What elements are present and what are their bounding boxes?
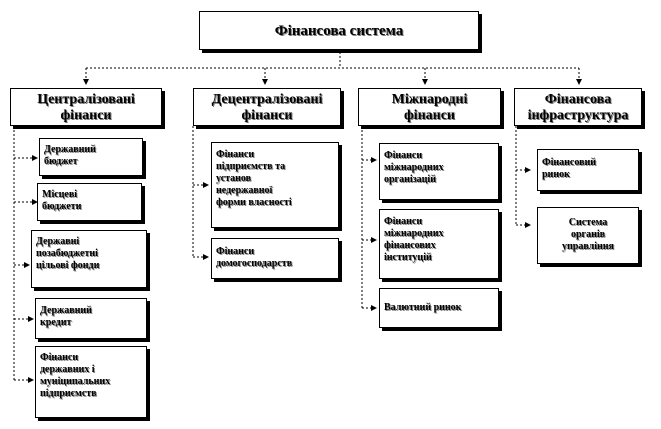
item-line: організацій [384,174,436,185]
root-title: Фінансова система [274,23,404,39]
item-line: установ [216,173,252,184]
branch-4-title-line-2: інфраструктура [527,108,629,123]
item-line: Фінанси [384,216,423,227]
item-line: міжнародних [384,162,444,173]
branch-1-title-line-2: фінанси [60,108,112,123]
item-line: кредит [40,317,72,328]
item-line: Валютний ринок [384,302,462,313]
item-line: цільові фонди [36,260,100,271]
item-line: фінансових [384,240,436,251]
item-line: позабюджетні [36,248,98,259]
item-line: Державні [36,236,80,247]
root-box [199,11,479,50]
item-line: домогосподарств [216,258,293,269]
item-line: форми власності [216,197,292,208]
item-line: недержавної [216,185,273,196]
item-financial-market [537,149,639,191]
item-line: Фінансовий [542,157,597,168]
item-line: муніципальних [40,376,111,387]
item-line: інституцій [384,252,432,263]
item-line: Фінанси [216,149,255,160]
branch-3-title-line-1: Міжнародні [391,92,468,107]
item-international-organizations-finance [379,143,499,200]
item-state-enterprises-finance [35,346,147,418]
item-line: міжнародних [384,228,444,239]
item-international-institutions-finance [379,209,499,279]
item-currency-market [379,288,499,328]
branch-1-title-line-1: Централізовані [37,92,135,107]
item-line: підприємств [40,388,97,399]
branch-header-centralized [10,88,162,126]
item-private-enterprises-finance [211,142,339,228]
item-state-budget [39,138,143,176]
branch-4-title-line-1: Фінансова [544,92,612,107]
branch-3-title-line-2: фінанси [404,108,455,123]
item-local-budgets [37,183,142,221]
branch-2-title-line-2: фінанси [241,108,293,123]
branch-2-title-line-1: Децентралізовані [211,92,323,107]
item-line: Система [568,217,608,228]
item-line: управління [562,241,614,252]
item-state-credit [35,298,147,339]
item-line: органів [570,229,606,240]
item-line: бюджет [44,156,78,167]
item-line: ринок [542,169,570,180]
item-line: підприємств та [216,161,286,172]
item-line: Фінанси [216,246,255,257]
item-line: бюджети [42,201,82,212]
item-line: Державний [44,144,96,155]
item-line: державних і [40,364,95,375]
item-extrabudgetary-funds [31,230,147,288]
branch-header-infrastructure [514,88,642,126]
item-line: Фінанси [384,150,423,161]
item-management-bodies [537,207,639,264]
item-line: Державний [40,305,92,316]
branch-header-decentralized [193,88,341,126]
item-line: Місцеві [42,189,78,200]
item-household-finance [211,238,339,279]
branch-header-international [358,88,501,126]
item-line: Фінанси [40,352,79,363]
